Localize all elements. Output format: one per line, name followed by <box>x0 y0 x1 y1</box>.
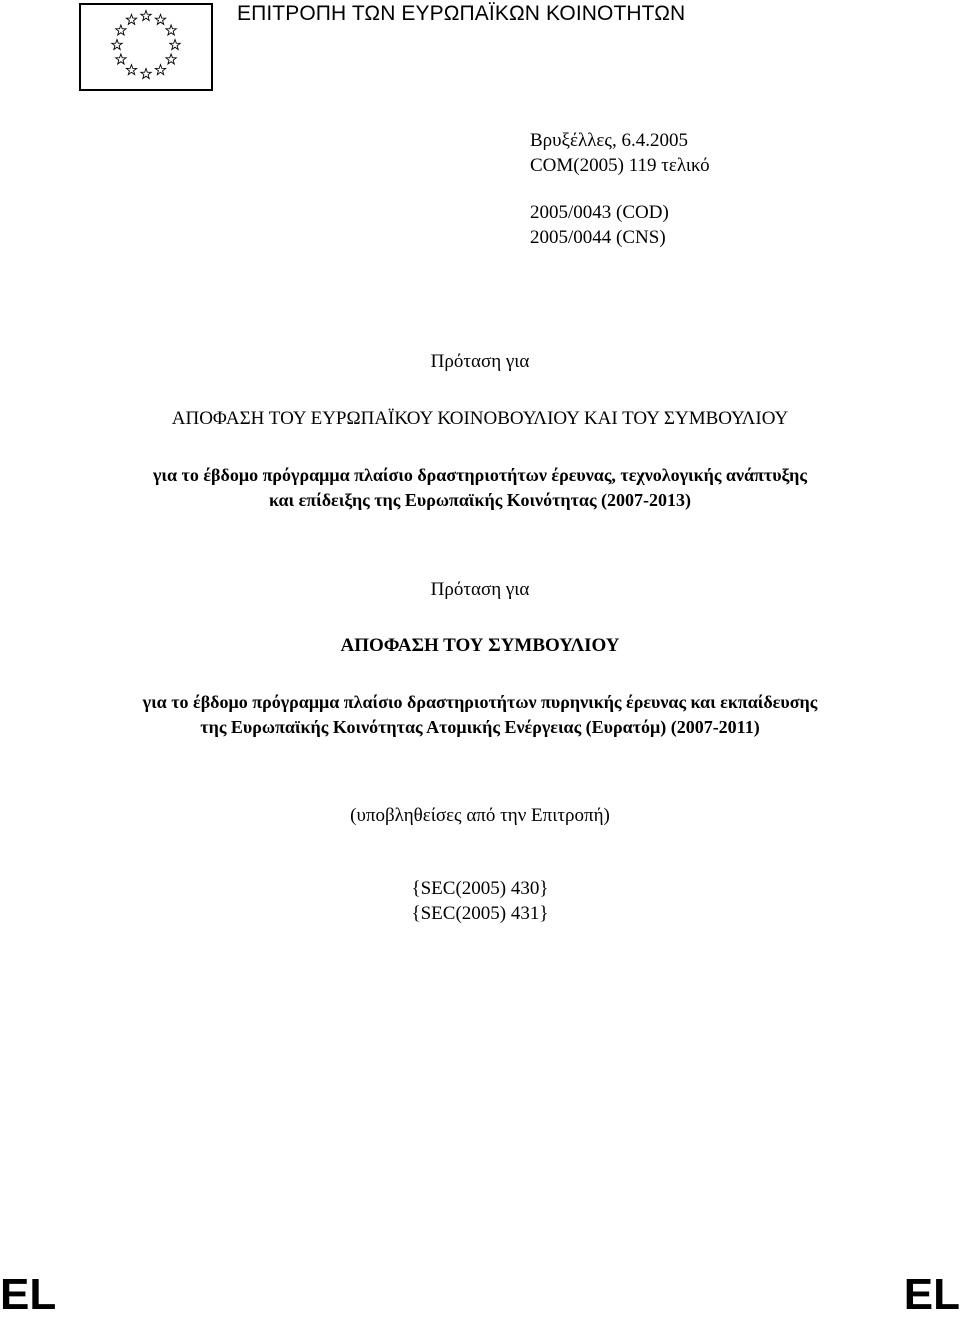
logo-star-icon <box>166 25 176 35</box>
logo-star-icon <box>155 65 165 75</box>
proposal-1-subject-line-2: και επίδειξης της Ευρωπαϊκής Κοινότητας (2007-2013) <box>268 490 692 510</box>
proposal-1-intro: Πρόταση για <box>430 351 530 372</box>
logo-star-icon <box>126 65 136 75</box>
institution-name: ΕΠΙΤΡΟΠΗ ΤΩΝ ΕΥΡΩΠΑΪΚΩΝ ΚΟΙΝΟΤΗΤΩΝ <box>237 2 686 25</box>
logo-star-icon <box>166 54 176 64</box>
procedure-number-1: 2005/0043 (COD) <box>530 202 669 223</box>
logo-star-icon <box>116 25 126 35</box>
logo-star-icon <box>141 69 151 79</box>
language-code-left: EL <box>0 1270 57 1319</box>
submission-note: (υποβληθείσες από την Επιτροπή) <box>350 805 610 826</box>
eu-flag-stars-icon <box>81 5 211 89</box>
sec-reference-1: {SEC(2005) 430} <box>411 878 549 899</box>
logo-star-icon <box>112 40 122 50</box>
logo-star-icon <box>126 14 136 24</box>
proposal-2-heading: ΑΠΟΦΑΣΗ ΤΟΥ ΣΥΜΒΟΥΛΙΟΥ <box>340 635 620 656</box>
logo-star-icon <box>155 14 165 24</box>
procedure-number-2: 2005/0044 (CNS) <box>530 227 666 248</box>
logo-star-icon <box>141 11 151 21</box>
proposal-1-subject-line-1: για το έβδομο πρόγραμμα πλαίσιο δραστηριοτήτων έρευνας, τεχνολογικής ανάπτυξης <box>153 465 807 485</box>
sec-reference-2: {SEC(2005) 431} <box>411 903 549 924</box>
proposal-2-subject-line-1: για το έβδομο πρόγραμμα πλαίσιο δραστηριοτήτων πυρηνικής έρευνας και εκπαίδευσης <box>142 692 818 712</box>
com-reference: COM(2005) 119 τελικό <box>530 155 710 176</box>
language-code-right: EL <box>903 1270 960 1319</box>
proposal-2-intro: Πρόταση για <box>430 579 530 600</box>
logo-star-icon <box>170 40 180 50</box>
proposal-2-subject-line-2: της Ευρωπαϊκής Κοινότητας Ατομικής Ενέργειας (Ευρατόμ) (2007-2011) <box>200 717 760 737</box>
eu-logo <box>79 3 213 91</box>
proposal-1-heading: ΑΠΟΦΑΣΗ ΤΟΥ ΕΥΡΩΠΑΪΚΟΥ ΚΟΙΝΟΒΟΥΛΙΟΥ ΚΑΙ ΤΟΥ ΣΥΜΒΟΥΛΙΟΥ <box>171 408 789 429</box>
place-date: Βρυξέλλες, 6.4.2005 <box>530 130 688 151</box>
logo-star-icon <box>116 54 126 64</box>
